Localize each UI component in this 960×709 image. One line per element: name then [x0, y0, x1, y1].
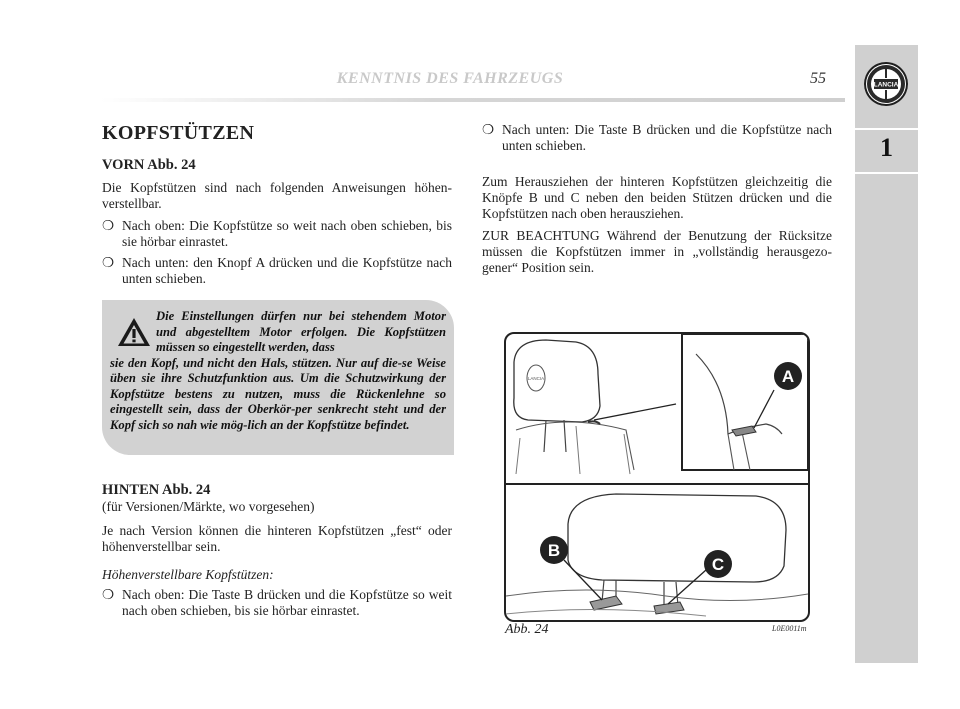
list-item-text: Nach oben: Die Taste B drücken und die Kopfstütze so weit nach oben schieben, bis sie hörbar einrastet.	[122, 587, 452, 618]
tab-divider	[855, 128, 918, 130]
note-paragraph: ZUR BEACHTUNG Während der Benutzung der Rücksitze müssen die Kopfstützen immer in „vollständig herausgezo-gener“ Position sein.	[482, 228, 832, 275]
front-subheading: VORN Abb. 24	[102, 157, 196, 173]
figure-code: L0E0011m	[772, 624, 807, 633]
rear-section	[102, 482, 452, 624]
right-column	[482, 122, 832, 282]
page-number: 55	[810, 70, 826, 87]
removal-paragraph: Zum Herausziehen der hinteren Kopfstützen gleichzeitig die Knöpfe B und C neben den beiden Stützen drücken und die Kopfstützen nach oben herausziehen.	[482, 174, 832, 221]
warning-text	[110, 309, 446, 433]
header-rule	[100, 98, 845, 102]
section-heading: KOPFSTÜTZEN	[102, 122, 255, 144]
list-item	[102, 255, 452, 287]
list-item	[102, 218, 452, 250]
rear-note: (für Versionen/Märkte, wo vorgesehen)	[102, 499, 315, 514]
figure-caption: Abb. 24	[505, 622, 549, 637]
warning-text-first: Die Einstellungen dürfen nur bei stehendem Motor und abgestelltem Motor erfolgen. Die Kopfstützen müssen so eingestellt werden, dass	[156, 309, 446, 354]
running-header-title: KENNTNIS DES FAHRZEUGS	[336, 70, 564, 87]
rear-paragraph: Je nach Version können die hinteren Kopfstützen „fest“ oder höhenverstellbar sein.	[102, 523, 452, 554]
adjustable-label: Höhenverstellbare Kopfstützen:	[102, 567, 274, 582]
tab-divider	[855, 172, 918, 174]
left-column	[102, 122, 452, 292]
callout-c-label: C	[711, 555, 725, 574]
list-item-text: Nach oben: Die Kopfstütze so weit nach oben schieben, bis sie hörbar einrastet.	[122, 218, 452, 249]
warning-box	[102, 300, 454, 455]
chapter-number: 1	[880, 133, 893, 162]
lancia-logo-icon	[864, 62, 908, 106]
bullet-icon: ❍	[102, 255, 115, 270]
warning-text-rest: sie den Kopf, und nicht den Hals, stützen. Nur auf die-se Weise üben sie ihre Schutzfunktion aus. Um die Schutzwirkung der Kopfstütze bestens zu nutzen, muss die Rückenlehne so eingestellt sein, dass der Oberkör-per senkrecht steht und der Kopf sich so nah wie mög-lich an der Kopfstütze befindet.	[110, 355, 446, 432]
svg-text:LANCIA: LANCIA	[873, 81, 899, 89]
list-item-text: Nach unten: Die Taste B drücken und die Kopfstütze nach unten schieben.	[502, 122, 832, 153]
intro-paragraph: Die Kopfstützen sind nach folgenden Anweisungen höhen-verstellbar.	[102, 180, 452, 211]
list-item	[482, 122, 832, 154]
headrest-figure	[504, 332, 810, 622]
headrest-illustration	[506, 334, 808, 620]
list-item-text: Nach unten: den Knopf A drücken und die Kopfstütze nach unten schieben.	[122, 255, 452, 286]
callout-a-label: A	[781, 367, 795, 386]
bullet-icon: ❍	[102, 218, 115, 233]
list-item	[102, 587, 452, 619]
rear-subheading: HINTEN Abb. 24	[102, 482, 211, 498]
bullet-icon: ❍	[102, 587, 115, 602]
callout-b-label: B	[547, 541, 561, 560]
headrest-brand-text: LANCIA	[527, 376, 545, 381]
bullet-icon: ❍	[482, 122, 495, 137]
